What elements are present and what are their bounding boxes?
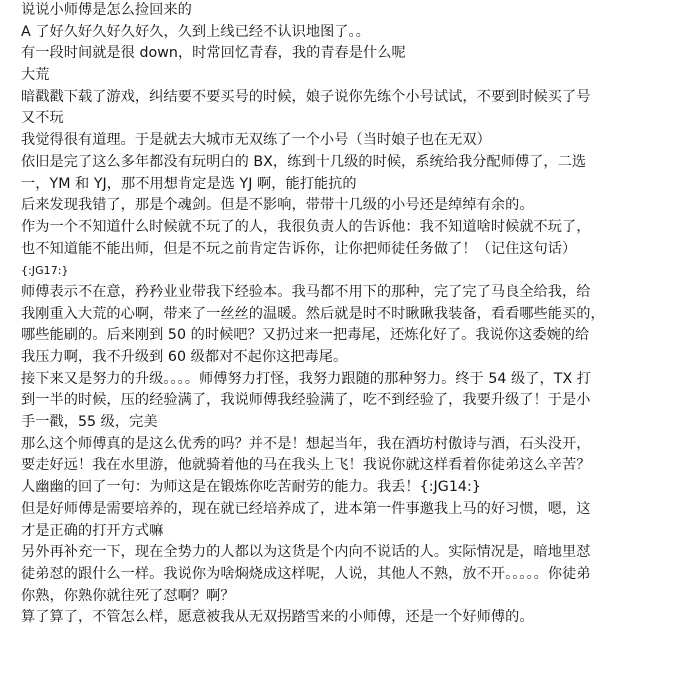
post-line: 我压力啊，我不升级到 60 级都对不起你这把毒尾。 bbox=[21, 349, 348, 365]
post-line: 我刚重入大荒的心啊，带来了一丝丝的温暖。然后就是时不时瞅瞅我装备，看看哪些能买的， bbox=[21, 305, 605, 322]
post-line: 也不知道能不能出师，但是不玩之前肯定告诉你，让你把师徒任务做了！（记住这句话） bbox=[21, 240, 577, 257]
post-line: 另外再补充一下，现在全势力的人都以为这货是个内向不说话的人。实际情况是，暗地里怼 bbox=[21, 544, 591, 561]
post-line: 暗戳戳下载了游戏，纠结要不要买号的时候，娘子说你先练个小号试试，不要到时候买了号 bbox=[21, 88, 591, 105]
post-line: 一，YM 和 YJ，那不用想肯定是选 YJ 啊，能打能抗的 bbox=[21, 175, 357, 192]
post-line: 我觉得很有道理。于是就去大城市无双练了一个小号（当时娘子也在无双） bbox=[21, 132, 491, 149]
post-line: 你熟，你熟你就往死了怼啊？啊？ bbox=[21, 587, 235, 604]
emoticon-code: {:JG17:} bbox=[21, 264, 69, 278]
post-line: 那么这个师傅真的是这么优秀的吗？并不是！想起当年，我在酒坊村傲诗与酒，石头没开， bbox=[21, 435, 591, 452]
post-line: 依旧是完了这么多年都没有玩明白的 BX，练到十几级的时候，系统给我分配师傅了，二选 bbox=[21, 153, 587, 170]
post-line: 后来发现我错了，那是个魂剑。但是不影响，带带十几级的小号还是绰绰有余的。 bbox=[21, 197, 534, 214]
post-line: 算了算了，不管怎么样，愿意被我从无双拐踏雪来的小师傅，还是一个好师傅的。 bbox=[21, 609, 534, 626]
post-line: 有一段时间就是很 down，时常回忆青春，我的青春是什么呢 bbox=[21, 45, 406, 62]
post-line: 要走好远！我在水里游，他就骑着他的马在我头上飞！我说你就这样看着你徒弟这么辛苦？ bbox=[21, 457, 591, 474]
post-line: 作为一个不知道什么时候就不玩了的人，我很负责人的告诉他：我不知道啥时候就不玩了， bbox=[21, 218, 591, 235]
post-line: 说说小师傅是怎么捡回来的 bbox=[21, 2, 192, 18]
post-line: 又不玩 bbox=[21, 110, 64, 127]
post-line: 徒弟怼的跟什么一样。我说你为啥焖烧成这样呢，人说，其他人不熟，放不开。。。。。你徒弟 bbox=[21, 565, 591, 582]
post-line: A 了好久好久好久好久，久到上线已经不认识地图了。。 bbox=[21, 23, 370, 40]
post-line: 大荒 bbox=[21, 67, 50, 84]
post-line: 人幽幽的回了一句：为师这是在锻炼你吃苦耐劳的能力。我丢！{:JG14:} bbox=[21, 479, 481, 496]
post-line: 手一戳，55 级，完美 bbox=[21, 414, 158, 431]
forum-post-body bbox=[21, 0, 666, 629]
post-line: 哪些能刷的。后来刚到 50 的时候吧？又扔过来一把毒尾，还炼化好了。我说你这委婉的给 bbox=[21, 327, 590, 344]
post-line: 但是好师傅是需要培养的，现在就已经培养成了，进本第一件事邀我上马的好习惯，嗯，这 bbox=[21, 500, 591, 517]
post-line: 到一半的时候，压的经验满了，我说师傅我经验满了，吃不到经验了，我要升级了！于是小 bbox=[21, 392, 591, 409]
post-line: 师傅表示不在意，矜矜业业带我下经验本。我马都不用下的那种，完了完了马良全给我，给 bbox=[21, 283, 591, 300]
post-line: 接下来又是努力的升级。。。。师傅努力打怪，我努力跟随的那种努力。终于 54 级了，TX 打 bbox=[21, 370, 592, 387]
post-line: 才是正确的打开方式嘛 bbox=[21, 522, 164, 539]
